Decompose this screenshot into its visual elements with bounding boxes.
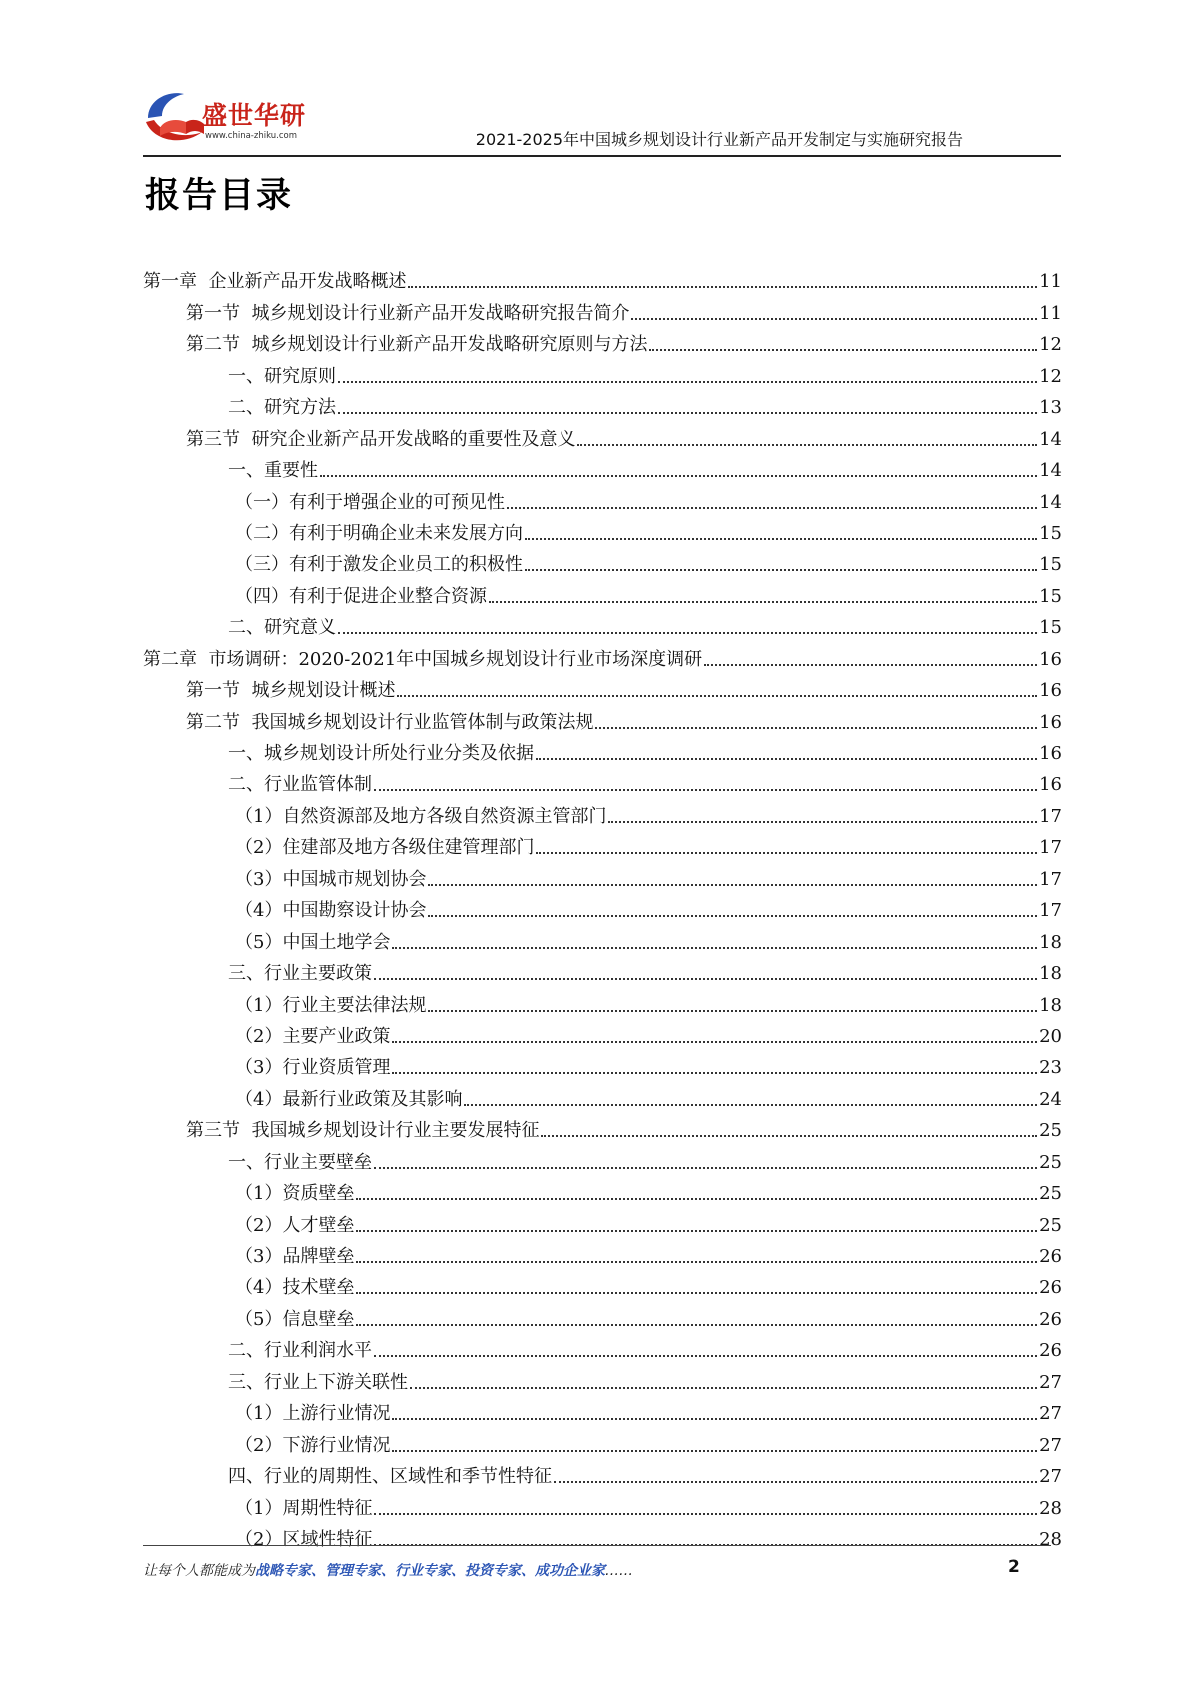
toc-entry[interactable] bbox=[143, 512, 1062, 543]
toc-entry[interactable] bbox=[143, 291, 1062, 322]
toc-entry-label: 二、研究方法 bbox=[228, 397, 336, 419]
toc-entry[interactable] bbox=[143, 763, 1062, 794]
toc-entry-label: 第一节 城乡规划设计行业新产品开发战略研究报告简介 bbox=[186, 302, 630, 324]
toc-entry-label: （3）中国城市规划协会 bbox=[235, 868, 427, 890]
toc-entry[interactable] bbox=[143, 1297, 1062, 1328]
toc-entry-page: 18 bbox=[1039, 963, 1062, 985]
toc-entry[interactable] bbox=[143, 1203, 1062, 1234]
toc-entry-page: 15 bbox=[1039, 522, 1062, 544]
toc-entry[interactable] bbox=[143, 1423, 1062, 1454]
toc-entry-page: 26 bbox=[1039, 1308, 1062, 1330]
toc-entry-label: 四、行业的周期性、区域性和季节性特征 bbox=[228, 1466, 552, 1488]
toc-leader-dots bbox=[408, 285, 1037, 288]
toc-leader-dots bbox=[356, 1229, 1037, 1232]
toc-entry-page: 14 bbox=[1039, 460, 1062, 482]
toc-entry-label: 一、研究原则 bbox=[228, 365, 336, 387]
toc-entry-label: 第一节 城乡规划设计概述 bbox=[186, 680, 396, 702]
toc-entry-page: 28 bbox=[1039, 1528, 1062, 1550]
toc-entry[interactable] bbox=[143, 889, 1062, 920]
toc-entry[interactable] bbox=[143, 354, 1062, 385]
toc-leader-dots bbox=[536, 851, 1037, 854]
toc-entry[interactable] bbox=[143, 732, 1062, 763]
toc-leader-dots bbox=[704, 663, 1037, 666]
toc-leader-dots bbox=[374, 1166, 1037, 1169]
page-number: 2 bbox=[1008, 1557, 1020, 1577]
toc-entry-page: 25 bbox=[1039, 1183, 1062, 1205]
toc-entry-label: 一、行业主要壁垒 bbox=[228, 1151, 372, 1173]
toc-leader-dots bbox=[464, 1103, 1037, 1106]
toc-entry-label: （4）中国勘察设计协会 bbox=[235, 900, 427, 922]
toc-entry-page: 12 bbox=[1039, 365, 1062, 387]
toc-entry[interactable] bbox=[143, 1392, 1062, 1423]
toc-leader-dots bbox=[554, 1480, 1037, 1483]
toc-entry-label: （1）行业主要法律法规 bbox=[235, 994, 427, 1016]
toc-leader-dots bbox=[392, 1040, 1037, 1043]
toc-entry-label: （2）区域性特征 bbox=[235, 1528, 373, 1550]
toc-leader-dots bbox=[428, 1009, 1037, 1012]
toc-entry-label: 三、行业主要政策 bbox=[228, 963, 372, 985]
toc-entry[interactable] bbox=[143, 1455, 1062, 1486]
toc-entry-label: 一、重要性 bbox=[228, 460, 318, 482]
toc-entry-label: （四）有利于促进企业整合资源 bbox=[235, 585, 487, 607]
toc-entry-page: 16 bbox=[1039, 743, 1062, 764]
toc-leader-dots bbox=[428, 883, 1037, 886]
toc-entry-label: （5）信息壁垒 bbox=[235, 1308, 355, 1330]
toc-entry-label: （3）行业资质管理 bbox=[235, 1057, 391, 1079]
toc-leader-dots bbox=[374, 977, 1037, 980]
toc-entry-label: （2）人才壁垒 bbox=[235, 1214, 355, 1236]
toc-leader-dots bbox=[631, 317, 1037, 320]
toc-entry-page: 16 bbox=[1039, 648, 1062, 670]
toc-leader-dots bbox=[374, 788, 1037, 791]
toc-entry-page: 27 bbox=[1039, 1434, 1062, 1456]
toc-entry-label: （一）有利于增强企业的可预见性 bbox=[235, 491, 505, 513]
toc-leader-dots bbox=[507, 506, 1037, 509]
toc-leader-dots bbox=[392, 1071, 1037, 1074]
toc-entry-page: 20 bbox=[1039, 1025, 1062, 1047]
toc-leader-dots bbox=[410, 1386, 1037, 1389]
toc-entry[interactable] bbox=[143, 386, 1062, 417]
toc-entry-label: （2）下游行业情况 bbox=[235, 1434, 391, 1456]
toc-entry-page: 15 bbox=[1039, 617, 1062, 639]
toc-leader-dots bbox=[536, 757, 1037, 760]
toc-entry-page: 23 bbox=[1039, 1057, 1062, 1079]
toc-entry-label: （4）技术壁垒 bbox=[235, 1277, 355, 1299]
toc-leader-dots bbox=[397, 694, 1037, 697]
toc-entry-page: 14 bbox=[1039, 491, 1062, 513]
toc-leader-dots bbox=[320, 474, 1037, 477]
toc-entry-label: 二、行业监管体制 bbox=[228, 774, 372, 796]
toc-leader-dots bbox=[525, 537, 1037, 540]
toc-entry[interactable] bbox=[143, 1077, 1062, 1108]
toc-leader-dots bbox=[356, 1291, 1037, 1294]
toc-entry[interactable] bbox=[143, 1266, 1062, 1297]
toc-entry[interactable] bbox=[143, 480, 1062, 511]
toc-entry-page: 15 bbox=[1039, 585, 1062, 607]
footer-slogan-prefix: 让每个人都能成为 bbox=[143, 1563, 255, 1579]
toc-entry[interactable] bbox=[143, 983, 1062, 1014]
toc-entry-page: 16 bbox=[1039, 680, 1062, 702]
toc-entry-label: 第一章 企业新产品开发战略概述 bbox=[143, 271, 407, 293]
toc-entry[interactable] bbox=[143, 952, 1062, 983]
toc-entry-page: 26 bbox=[1039, 1277, 1062, 1299]
toc-entry[interactable] bbox=[143, 1360, 1062, 1391]
toc-leader-dots bbox=[649, 348, 1037, 351]
toc-entry-label: （1）资质壁垒 bbox=[235, 1183, 355, 1205]
toc-leader-dots bbox=[541, 1134, 1037, 1137]
toc-entry-label: 第三节 我国城乡规划设计行业主要发展特征 bbox=[186, 1120, 540, 1142]
toc-entry-page: 25 bbox=[1039, 1214, 1062, 1236]
toc-entry-page: 16 bbox=[1039, 774, 1062, 796]
toc-leader-dots bbox=[489, 600, 1037, 603]
toc-leader-dots bbox=[392, 1417, 1037, 1420]
toc-entry-page: 17 bbox=[1039, 805, 1062, 827]
toc-entry-label: 二、研究意义 bbox=[228, 617, 336, 639]
logo-text: 盛世华研 bbox=[202, 101, 307, 130]
toc-entry-page: 15 bbox=[1039, 554, 1062, 576]
toc-leader-dots bbox=[428, 914, 1037, 917]
footer-slogan-highlight: 战略专家、管理专家、行业专家、投资专家、成功企业家 bbox=[255, 1563, 605, 1579]
toc-entry-page: 25 bbox=[1039, 1151, 1062, 1173]
toc-entry[interactable] bbox=[143, 857, 1062, 888]
toc-entry[interactable] bbox=[143, 826, 1062, 857]
table-of-contents bbox=[143, 260, 1062, 1549]
toc-entry-page: 18 bbox=[1039, 994, 1062, 1016]
toc-entry[interactable] bbox=[143, 637, 1062, 668]
toc-entry-page: 26 bbox=[1039, 1246, 1062, 1267]
toc-leader-dots bbox=[374, 1512, 1037, 1515]
footer-divider bbox=[143, 1545, 1051, 1546]
report-title: 2021-2025年中国城乡规划设计行业新产品开发制定与实施研究报告 bbox=[475, 130, 963, 149]
toc-entry-page: 12 bbox=[1039, 334, 1062, 356]
toc-leader-dots bbox=[356, 1197, 1037, 1200]
toc-entry[interactable] bbox=[143, 574, 1062, 605]
toc-leader-dots bbox=[392, 1449, 1037, 1452]
footer-slogan-suffix: …… bbox=[605, 1563, 633, 1579]
toc-entry-label: 第二节 城乡规划设计行业新产品开发战略研究原则与方法 bbox=[186, 334, 648, 356]
toc-entry-label: （二）有利于明确企业未来发展方向 bbox=[235, 522, 523, 544]
toc-entry[interactable] bbox=[143, 1109, 1062, 1140]
toc-entry-page: 27 bbox=[1039, 1466, 1062, 1488]
toc-entry[interactable] bbox=[143, 417, 1062, 448]
toc-entry-label: 第三节 研究企业新产品开发战略的重要性及意义 bbox=[186, 428, 576, 450]
toc-entry-label: （2）住建部及地方各级住建管理部门 bbox=[235, 837, 535, 859]
toc-entry[interactable] bbox=[143, 1140, 1062, 1171]
toc-entry-page: 14 bbox=[1039, 428, 1062, 450]
toc-entry-page: 18 bbox=[1039, 931, 1062, 953]
toc-entry-page: 17 bbox=[1039, 837, 1062, 859]
header-divider bbox=[143, 155, 1061, 157]
toc-entry[interactable] bbox=[143, 323, 1062, 354]
toc-entry-label: 第二章 市场调研：2020-2021年中国城乡规划设计行业市场深度调研 bbox=[143, 648, 703, 670]
toc-entry-page: 11 bbox=[1039, 302, 1062, 324]
toc-entry-page: 27 bbox=[1039, 1403, 1062, 1425]
toc-entry-label: 二、行业利润水平 bbox=[228, 1340, 372, 1362]
toc-leader-dots bbox=[356, 1323, 1037, 1326]
toc-entry-page: 17 bbox=[1039, 900, 1062, 922]
toc-entry-label: （5）中国土地学会 bbox=[235, 931, 391, 953]
toc-entry-page: 26 bbox=[1039, 1340, 1062, 1362]
toc-entry-label: 一、城乡规划设计所处行业分类及依据 bbox=[228, 743, 534, 764]
toc-entry[interactable] bbox=[143, 669, 1062, 700]
toc-entry-label: （2）主要产业政策 bbox=[235, 1025, 391, 1047]
toc-leader-dots bbox=[392, 946, 1037, 949]
toc-entry[interactable] bbox=[143, 543, 1062, 574]
toc-leader-dots bbox=[608, 820, 1037, 823]
footer-slogan bbox=[143, 1560, 633, 1580]
toc-entry[interactable] bbox=[143, 1046, 1062, 1077]
toc-entry[interactable] bbox=[143, 1235, 1062, 1266]
toc-leader-dots bbox=[595, 726, 1037, 729]
toc-entry-label: 第二节 我国城乡规划设计行业监管体制与政策法规 bbox=[186, 711, 594, 733]
toc-entry-page: 25 bbox=[1039, 1120, 1062, 1142]
toc-entry[interactable] bbox=[143, 260, 1062, 291]
toc-entry[interactable] bbox=[143, 700, 1062, 731]
toc-entry-page: 24 bbox=[1039, 1088, 1062, 1110]
toc-entry-page: 27 bbox=[1039, 1371, 1062, 1393]
toc-entry-label: （1）自然资源部及地方各级自然资源主管部门 bbox=[235, 805, 607, 827]
toc-entry[interactable] bbox=[143, 449, 1062, 480]
toc-entry-page: 28 bbox=[1039, 1497, 1062, 1519]
toc-entry-label: （三）有利于激发企业员工的积极性 bbox=[235, 554, 523, 576]
toc-entry[interactable] bbox=[143, 1486, 1062, 1517]
toc-entry-label: （1）周期性特征 bbox=[235, 1497, 373, 1519]
toc-entry-label: （1）上游行业情况 bbox=[235, 1403, 391, 1425]
toc-leader-dots bbox=[356, 1260, 1037, 1263]
toc-leader-dots bbox=[525, 568, 1037, 571]
toc-entry-page: 16 bbox=[1039, 711, 1062, 733]
toc-entry[interactable] bbox=[143, 920, 1062, 951]
toc-leader-dots bbox=[577, 443, 1037, 446]
toc-leader-dots bbox=[374, 1354, 1037, 1357]
toc-entry-page: 13 bbox=[1039, 397, 1062, 419]
toc-entry[interactable] bbox=[143, 1329, 1062, 1360]
toc-entry[interactable] bbox=[143, 1015, 1062, 1046]
toc-entry[interactable] bbox=[143, 1172, 1062, 1203]
toc-entry[interactable] bbox=[143, 606, 1062, 637]
toc-entry-label: 三、行业上下游关联性 bbox=[228, 1371, 408, 1393]
toc-entry[interactable] bbox=[143, 794, 1062, 825]
toc-entry-label: （4）最新行业政策及其影响 bbox=[235, 1088, 463, 1110]
toc-leader-dots bbox=[338, 380, 1037, 383]
page-title: 报告目录 bbox=[145, 176, 294, 216]
logo-url: www.china-zhiku.com bbox=[205, 131, 297, 141]
toc-leader-dots bbox=[338, 631, 1037, 634]
toc-entry-label: （3）品牌壁垒 bbox=[235, 1246, 355, 1267]
toc-entry-page: 17 bbox=[1039, 868, 1062, 890]
toc-leader-dots bbox=[338, 411, 1037, 414]
toc-entry-page: 11 bbox=[1039, 271, 1062, 293]
